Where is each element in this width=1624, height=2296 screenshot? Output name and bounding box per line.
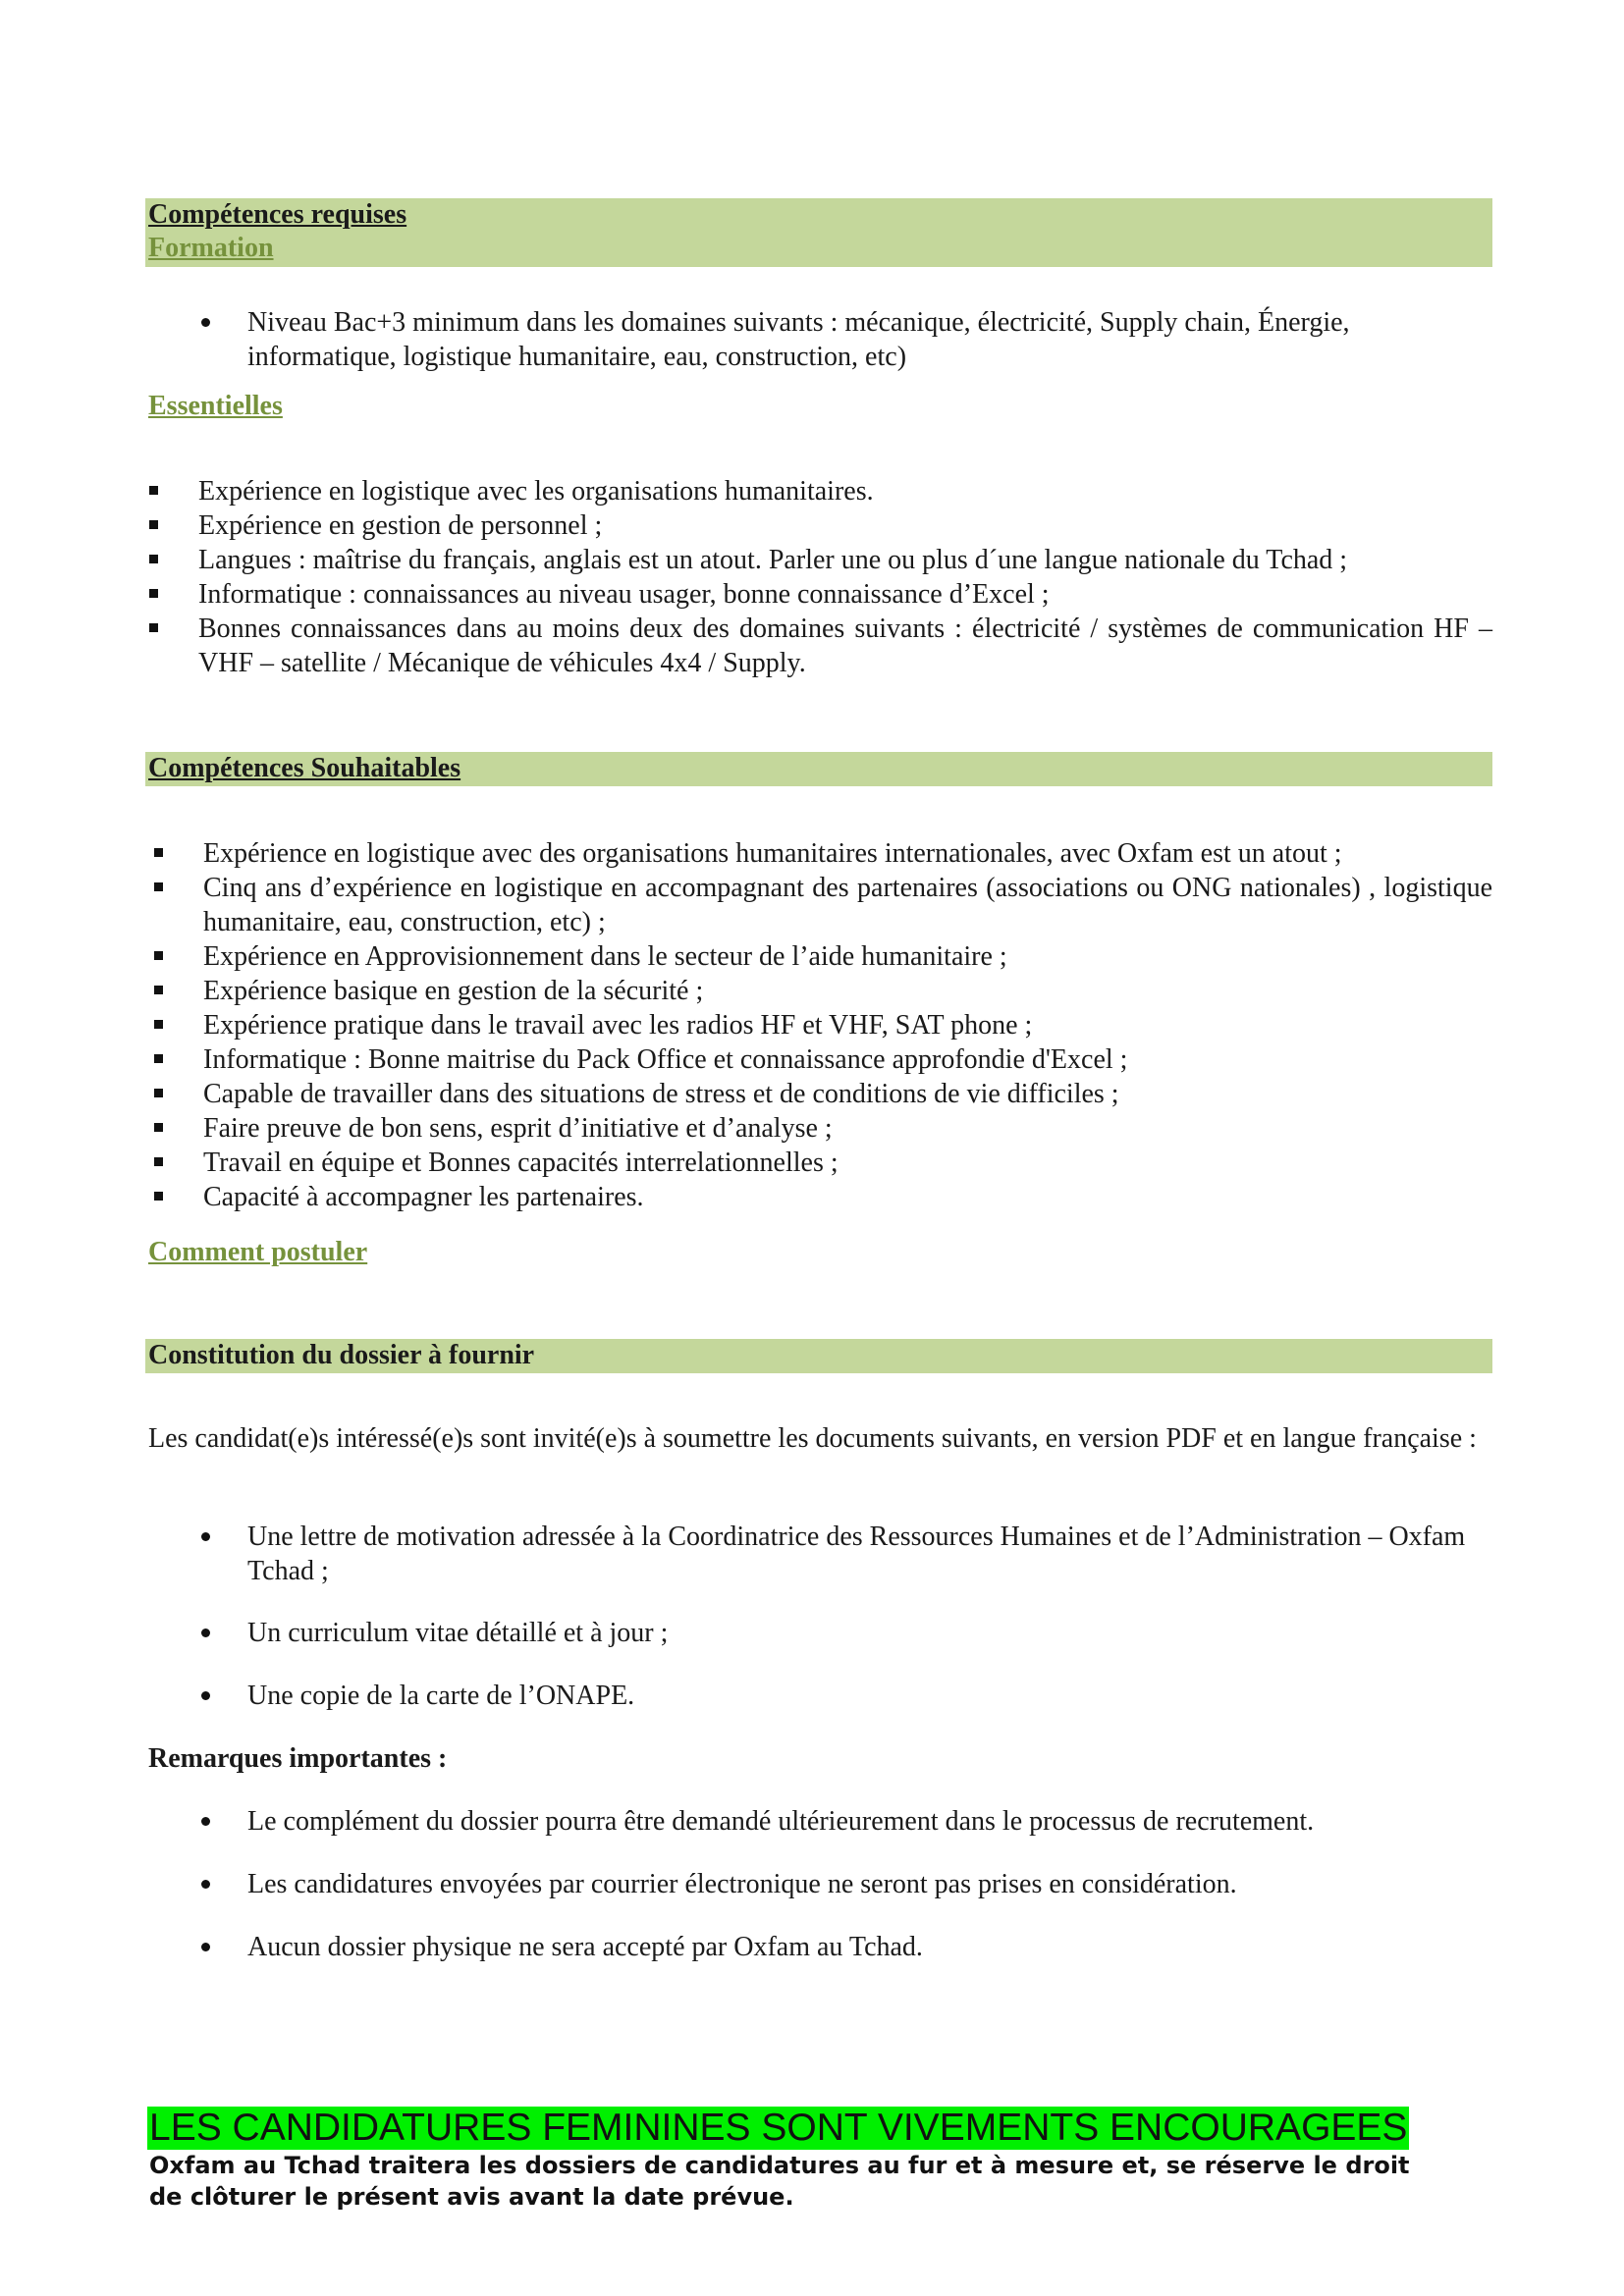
section-title-competences-souhaitables: Compétences Souhaitables xyxy=(148,753,461,783)
remarques-list xyxy=(247,1804,1475,1964)
essentielles-list xyxy=(198,474,1492,680)
list-item: Une copie de la carte de l’ONAPE. xyxy=(247,1679,1475,1713)
bullet-square-icon xyxy=(149,555,158,563)
bullet-square-icon xyxy=(154,848,163,857)
section-title-dossier: Constitution du dossier à fournir xyxy=(148,1340,535,1370)
section-title-competences-requises: Compétences requises xyxy=(148,199,407,230)
bullet-dot-icon xyxy=(201,1943,210,1951)
bullet-square-icon xyxy=(154,1157,163,1166)
list-item: Aucun dossier physique ne sera accepté par Oxfam au Tchad. xyxy=(247,1930,1475,1964)
bullet-square-icon xyxy=(149,623,158,632)
list-item: Informatique : connaissances au niveau usager, bonne connaissance d’Excel ; xyxy=(198,577,1492,612)
bullet-square-icon xyxy=(154,1192,163,1201)
list-item: Un curriculum vitae détaillé et à jour ; xyxy=(247,1616,1475,1650)
list-item: Expérience pratique dans le travail avec les radios HF et VHF, SAT phone ; xyxy=(203,1008,1492,1042)
section-bar-dossier xyxy=(145,1339,1492,1373)
dossier-intro: Les candidat(e)s intéressé(e)s sont invité(e)s à soumettre les documents suivants, en version PDF et en langue française : xyxy=(148,1423,1477,1454)
list-item: Cinq ans d’expérience en logistique en accompagnant des partenaires (associations ou ONG nationales) , logistique humanitaire, eau, construction, etc) ; xyxy=(203,871,1492,939)
bullet-square-icon xyxy=(154,986,163,994)
bullet-square-icon xyxy=(149,589,158,598)
formation-list xyxy=(247,305,1426,374)
list-item: Capacité à accompagner les partenaires. xyxy=(203,1180,1492,1214)
list-item: Expérience en logistique avec des organisations humanitaires internationales, avec Oxfam est un atout ; xyxy=(203,836,1492,871)
bullet-dot-icon xyxy=(201,1532,210,1541)
bullet-dot-icon xyxy=(201,1817,210,1826)
section-bar-competences-souhaitables xyxy=(145,752,1492,786)
subheading-essentielles: Essentielles xyxy=(148,391,283,421)
bullet-square-icon xyxy=(149,520,158,529)
feminine-candidates-banner: LES CANDIDATURES FEMININES SONT VIVEMENTS ENCOURAGEES xyxy=(149,2107,1408,2149)
list-item: Niveau Bac+3 minimum dans les domaines suivants : mécanique, électricité, Supply chain, Énergie, informatique, logistique humanitaire, eau, construction, etc) xyxy=(247,305,1426,374)
souhaitables-list xyxy=(203,836,1492,1214)
list-item: Faire preuve de bon sens, esprit d’initiative et d’analyse ; xyxy=(203,1111,1492,1146)
bullet-square-icon xyxy=(154,1089,163,1097)
bullet-square-icon xyxy=(154,1054,163,1063)
subheading-formation: Formation xyxy=(148,233,274,263)
bullet-square-icon xyxy=(154,1020,163,1029)
remarques-heading: Remarques importantes : xyxy=(148,1743,448,1774)
list-item: Expérience en gestion de personnel ; xyxy=(198,508,1492,543)
list-item: Expérience en logistique avec les organisations humanitaires. xyxy=(198,474,1492,508)
documents-list xyxy=(247,1520,1475,1713)
list-item: Le complément du dossier pourra être demandé ultérieurement dans le processus de recrutement. xyxy=(247,1804,1475,1839)
list-item: Informatique : Bonne maitrise du Pack Office et connaissance approfondie d'Excel ; xyxy=(203,1042,1492,1077)
list-item: Langues : maîtrise du français, anglais est un atout. Parler une ou plus d´une langue nationale du Tchad ; xyxy=(198,543,1492,577)
bullet-square-icon xyxy=(154,951,163,960)
bullet-square-icon xyxy=(149,486,158,495)
list-item: Travail en équipe et Bonnes capacités interrelationnelles ; xyxy=(203,1146,1492,1180)
bullet-square-icon xyxy=(154,882,163,891)
subheading-comment-postuler: Comment postuler xyxy=(148,1237,368,1267)
bullet-dot-icon xyxy=(201,1629,210,1637)
bullet-square-icon xyxy=(154,1123,163,1132)
list-item: Les candidatures envoyées par courrier électronique ne seront pas prises en considération. xyxy=(247,1867,1475,1901)
list-item: Bonnes connaissances dans au moins deux des domaines suivants : électricité / systèmes de communication HF – VHF – satellite / Mécanique de véhicules 4x4 / Supply. xyxy=(198,612,1492,680)
closing-note: Oxfam au Tchad traitera les dossiers de candidatures au fur et à mesure et, se réserve le droit de clôturer le présent avis avant la date prévue. xyxy=(149,2152,1410,2211)
list-item: Expérience en Approvisionnement dans le secteur de l’aide humanitaire ; xyxy=(203,939,1492,974)
section-bar-competences-requises xyxy=(145,198,1492,267)
bullet-dot-icon xyxy=(201,318,210,327)
list-item: Une lettre de motivation adressée à la Coordinatrice des Ressources Humaines et de l’Administration – Oxfam Tchad ; xyxy=(247,1520,1475,1588)
list-item: Capable de travailler dans des situations de stress et de conditions de vie difficiles ; xyxy=(203,1077,1492,1111)
list-item: Expérience basique en gestion de la sécurité ; xyxy=(203,974,1492,1008)
bullet-dot-icon xyxy=(201,1691,210,1700)
bullet-dot-icon xyxy=(201,1880,210,1889)
